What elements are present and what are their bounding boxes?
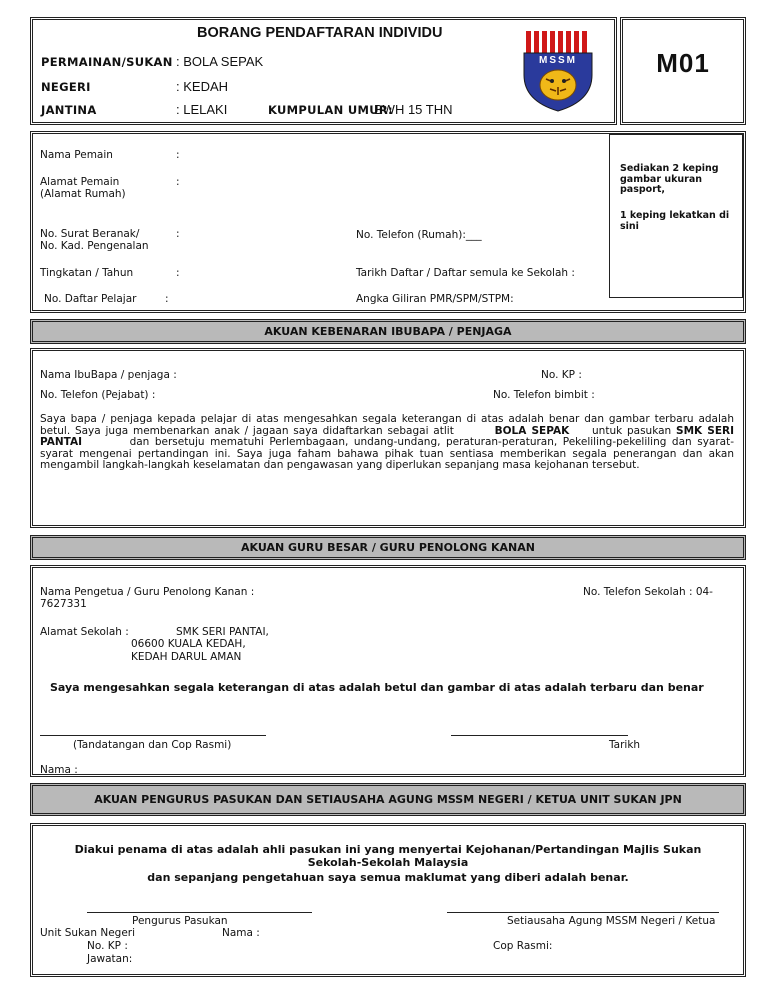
colon: :	[176, 149, 180, 161]
parent-name-label: Nama IbuBapa / penjaga :	[40, 369, 177, 381]
parent-ic-label: No. KP :	[541, 369, 582, 381]
manager-statement-1: Diakui penama di atas adalah ahli pasukan ini yang menyertai Kejohanan/Pertandingan Majlis Sukan	[74, 843, 702, 856]
manager-name-label: Nama :	[222, 927, 260, 939]
logo-stripes	[526, 31, 587, 53]
manager-signature-line	[87, 912, 312, 913]
gender-value: : LELAKI	[176, 102, 228, 117]
manager-statement	[40, 843, 736, 884]
player-address-label: Alamat Pemain	[40, 176, 120, 188]
player-address-label-2: (Alamat Rumah)	[40, 188, 126, 200]
school-phone-label: No. Telefon Sekolah : 04-	[583, 586, 713, 598]
parent-section-header	[30, 319, 746, 344]
school-address-2: 06600 KUALA KEDAH,	[131, 638, 246, 650]
sport-value: : BOLA SEPAK	[176, 54, 264, 69]
manager-ic-label: No. KP :	[87, 940, 128, 952]
date-line	[451, 735, 628, 736]
principal-name-label: Nama Pengetua / Guru Penolong Kanan :	[40, 586, 255, 598]
declaration-school: SMK SERI PANTAI	[40, 424, 735, 449]
birth-cert-label: No. Surat Beranak/	[40, 228, 140, 240]
form-title: BORANG PENDAFTARAN INDIVIDU	[197, 25, 443, 41]
exam-no-label: Angka Giliran PMR/SPM/STPM:	[356, 293, 514, 305]
logo-text: MSSM	[539, 55, 577, 66]
manager-statement-2: Sekolah-Sekolah Malaysia	[307, 856, 469, 869]
player-name-label: Nama Pemain	[40, 149, 113, 161]
gender-label: JANTINA	[41, 103, 97, 117]
parent-section-title: AKUAN KEBENARAN IBUBAPA / PENJAGA	[264, 325, 512, 338]
colon: :	[165, 293, 169, 305]
colon: :	[176, 228, 180, 240]
photo-note-1: Sediakan 2 keping gambar ukuran pasport,	[620, 163, 719, 195]
secretary-label: Setiausaha Agung MSSM Negeri / Ketua	[507, 915, 716, 927]
secretary-signature-line	[447, 912, 719, 913]
principal-name-clip	[40, 762, 140, 776]
office-phone-label: No. Telefon (Pejabat) :	[40, 389, 156, 401]
school-address-3: KEDAH DARUL AMAN	[131, 651, 242, 663]
date-label: Tarikh	[609, 739, 641, 751]
manager-statement-3: dan sepanjang pengetahuan saya semua maklumat yang diberi adalah benar.	[147, 871, 629, 884]
stamp-label: Cop Rasmi:	[493, 940, 553, 952]
colon: :	[176, 176, 180, 188]
position-label: Jawatan:	[87, 953, 133, 965]
sport-label: PERMAINAN/SUKAN	[41, 55, 173, 69]
mobile-phone-label: No. Telefon bimbit :	[493, 389, 595, 401]
school-reg-date-label: Tarikh Daftar / Daftar semula ke Sekolah :	[356, 267, 575, 279]
state-value: : KEDAH	[176, 79, 229, 94]
declaration-text-2: untuk pasukan	[592, 424, 672, 437]
school-phone-cont: 7627331	[40, 598, 87, 610]
principal-section-header	[30, 535, 746, 560]
colon: :	[176, 267, 180, 279]
manager-section-title: AKUAN PENGURUS PASUKAN DAN SETIAUSAHA AGUNG MSSM NEGERI / KETUA UNIT SUKAN JPN	[94, 793, 682, 806]
student-reg-label: No. Daftar Pelajar	[44, 293, 137, 305]
declaration-text-3: dan bersetuju mematuhi Perlembagaan, undang-undang, peraturan-peraturan, Pekeliling-pekeliling dan syarat-syarat mengenai pertandingan ini. Saya juga faham bahawa pihak tuan sentiasa memberikan segala penerangan dan akan mengambil langkah-langkah keselamatan dan pengawasan yang diperlukan sepanjang masa kejohanan tersebut.	[40, 436, 734, 472]
age-group-label: KUMPULAN UMUR:	[268, 103, 393, 117]
age-group-value: BWH 15 THN	[374, 102, 453, 117]
school-address-1: SMK SERI PANTAI,	[176, 626, 269, 638]
declaration-sport: BOLA SEPAK	[494, 424, 570, 437]
principal-section-title: AKUAN GURU BESAR / GURU PENOLONG KANAN	[241, 541, 535, 554]
parent-declaration	[40, 414, 734, 472]
photo-note-2: 1 keping lekatkan di sini	[620, 210, 730, 232]
unit-label: Unit Sukan Negeri	[40, 927, 136, 939]
state-label: NEGERI	[41, 80, 91, 94]
form-code: M01	[656, 48, 710, 78]
signature-label: (Tandatangan dan Cop Rasmi)	[73, 739, 232, 751]
mssm-logo	[520, 29, 596, 113]
signature-line	[40, 735, 266, 736]
home-phone-label: No. Telefon (Rumah):___	[356, 229, 482, 241]
form-year-label: Tingkatan / Tahun	[40, 267, 134, 279]
ic-label: No. Kad. Pengenalan	[40, 240, 149, 252]
manager-section-header	[30, 783, 746, 816]
team-manager-label: Pengurus Pasukan	[132, 915, 228, 927]
tiger-head-icon	[540, 70, 576, 100]
principal-name-cut: Nama :	[40, 764, 78, 776]
principal-confirmation: Saya mengesahkan segala keterangan di atas adalah betul dan gambar di atas adalah terbaru dan benar	[50, 681, 704, 694]
declaration-text-1: Saya bapa / penjaga kepada pelajar di atas mengesahkan segala keterangan di atas adalah benar dan gambar terbaru adalah betul. Saya juga membenarkan anak / jagaan saya didaftarkan sebagai atlit	[40, 413, 734, 437]
school-address-label: Alamat Sekolah :	[40, 626, 129, 638]
